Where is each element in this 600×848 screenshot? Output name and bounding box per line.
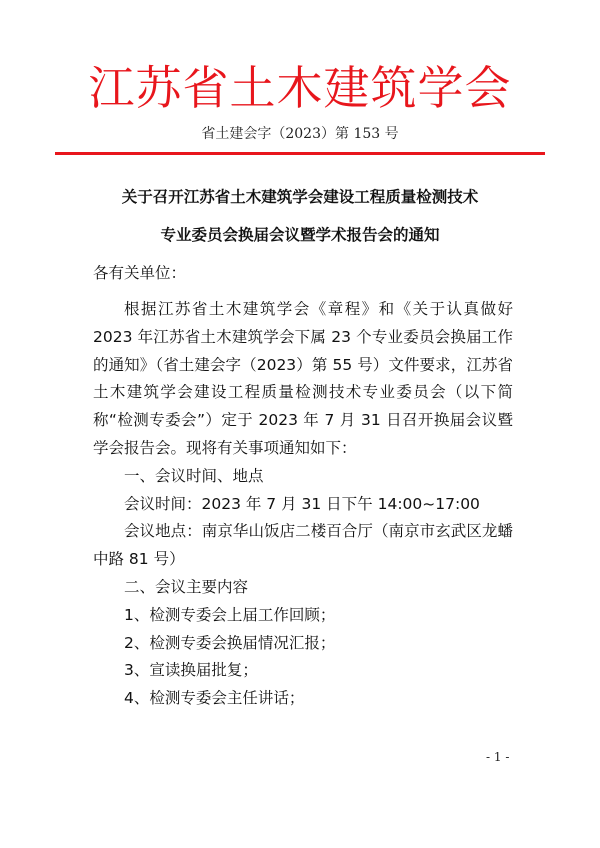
notice-title-line-2: 专业委员会换届会议暨学术报告会的通知: [160, 226, 440, 244]
notice-title-line-1: 关于召开江苏省土木建筑学会建设工程质量检测技术: [121, 188, 479, 206]
notice-body: [93, 296, 513, 713]
intro-paragraph: 根据江苏省土木建筑学会《章程》和《关于认真做好 2023 年江苏省土木建筑学会下属 23 个专业委员会换届工作的通知》（省土建会字（2023）第 55 号）文件要求，江苏省土木建筑学会建设工程质量检测技术专业委员会（以下简称“检测专委会”）定于 2023 年 7 月 31 日召开换届会议暨学会报告会。现将有关事项通知如下：: [93, 300, 513, 457]
agenda-item: 3、宣读换届批复；: [124, 661, 258, 680]
organization-header: 江苏省土木建筑学会: [88, 61, 512, 115]
meeting-location: 会议地点：南京华山饭店二楼百合厅（南京市玄武区龙蟠中路 81 号）: [93, 522, 513, 569]
header-divider: [55, 152, 545, 155]
agenda-item: 2、检测专委会换届情况汇报；: [124, 633, 336, 652]
salutation: 各有关单位：: [93, 264, 187, 282]
meeting-time: 会议时间：2023 年 7 月 31 日下午 14:00~17:00: [124, 494, 480, 513]
page-number: - 1 -: [486, 750, 510, 764]
agenda-item: 4、检测专委会主任讲话；: [124, 689, 305, 708]
section-heading-agenda: 二、会议主要内容: [124, 577, 249, 596]
agenda-item: 1、检测专委会上届工作回顾；: [124, 605, 336, 624]
document-number: 省土建会字（2023）第 153 号: [201, 126, 399, 142]
section-heading-time-place: 一、会议时间、地点: [124, 466, 264, 485]
